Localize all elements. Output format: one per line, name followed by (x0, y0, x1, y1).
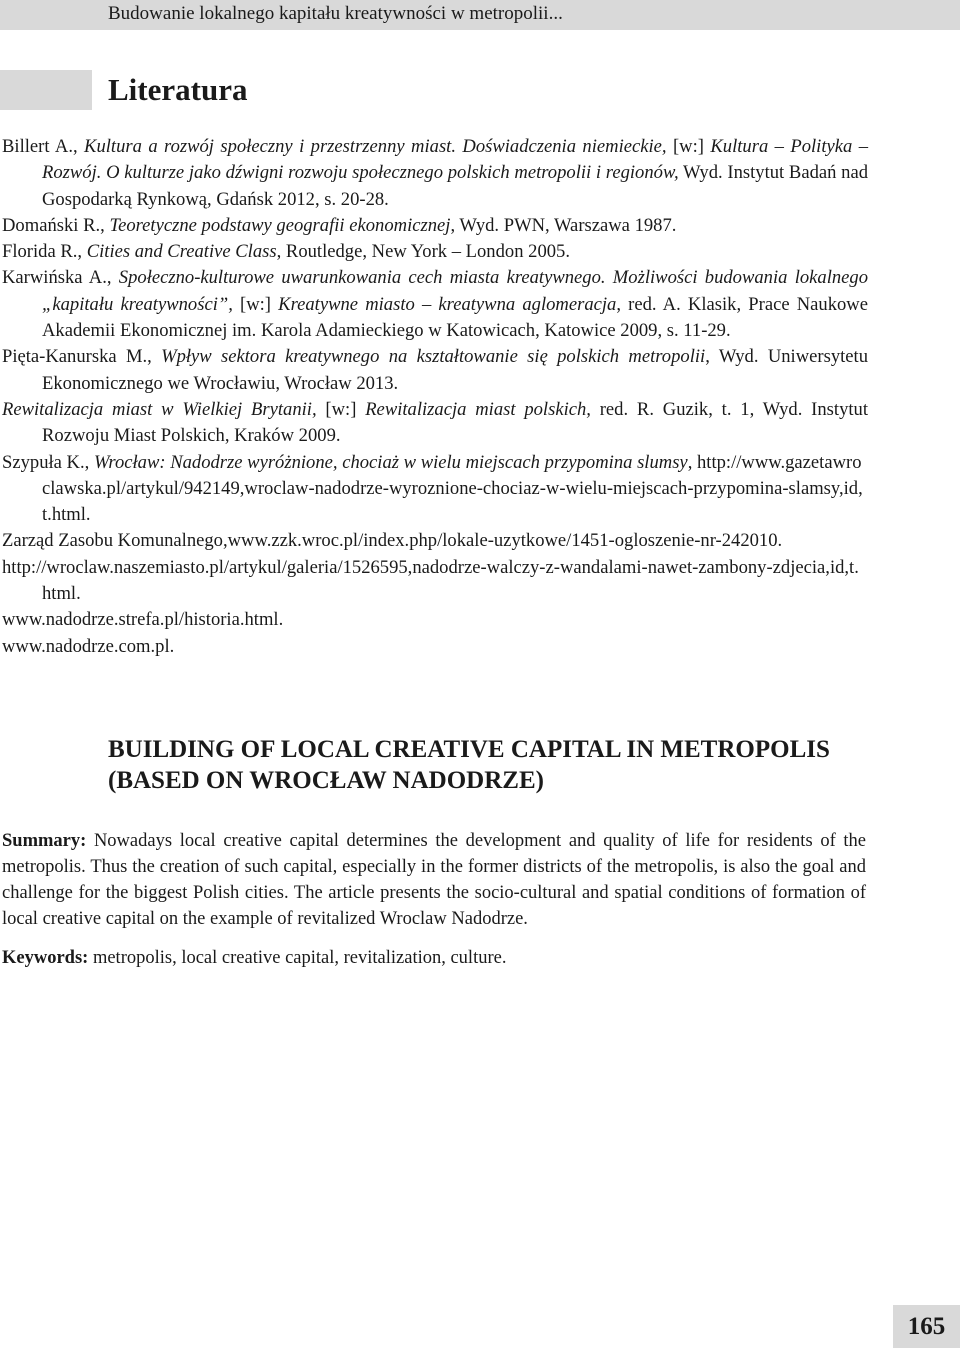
running-header (0, 0, 960, 30)
reference-container: Kultura – Polityka – Rozwój. O kulturze jako dźwigni rozwoju społecznego polskich metropolii i regionów, (42, 136, 869, 184)
reference-list (2, 134, 868, 660)
reference-item (2, 555, 868, 608)
reference-item: Billert A., Kultura a rozwój społeczny i przestrzenny miast. Doświadczenia niemieckie, [w:] Kultura – Polityka – Rozwój. O kulturze jako dźwigni rozwoju społecznego polskich metropolii i regionów, Wyd. Instytut Badań nad Gospodarką Rynkową, Gdańsk 2012, s. 20-28. (2, 136, 869, 210)
english-title-line: (BASED ON WROCŁAW NADODRZE) (108, 767, 544, 794)
summary-text: Nowadays local creative capital determines the development and quality of life for residents of the metropolis. Thus the creation of such capital, especially in the former districts of the metropolis, is also the goal and challenge for the biggest Polish cities. The article presents the socio-cultural and spatial conditions of formation of local creative capital on the example of revitalized Wroclaw Nadodrze. (2, 831, 866, 929)
reference-item: Karwińska A., Społeczno-kulturowe uwarunkowania cech miasta kreatywnego. Możliwości budowania lokalnego „kapitału kreatywności”, [w:] Kreatywne miasto – kreatywna aglomeracja, red. A. Klasik, Prace Naukowe Akademii Ekonomicznej im. Karola Adamieckiego w Katowicach, Katowice 2009, s. 11-29. (2, 267, 869, 342)
reference-title: Teoretyczne podstawy geografii ekonomicznej (109, 214, 451, 236)
reference-publisher: , Wyd. Uniwersytetu Ekonomicznego we Wrocławiu, Wrocław 2013. (42, 346, 869, 394)
reference-publisher: www.nadodrze.com.pl. (2, 635, 175, 657)
keywords-text: metropolis, local creative capital, revitalization, culture. (88, 948, 507, 968)
reference-item (2, 634, 868, 660)
reference-item: Szypuła K., Wrocław: Nadodrze wyróżnione, chociaż w wielu miejscach przypomina slumsy, http://www.gazetawroclawska.pl/artykul/942149,wroclaw-nadodrze-wyroznione-chociaz-w-wielu-miejscach-przypomina-slamsy,id,t.html. (2, 451, 863, 526)
reference-title: Rewitalizacja miast w Wielkiej Brytanii, (2, 398, 317, 420)
reference-author: Szypuła K. (2, 451, 85, 473)
reference-item: Domański R., Teoretyczne podstawy geografii ekonomicznej, Wyd. PWN, Warszawa 1987. (2, 214, 677, 236)
summary-label: Summary: (2, 831, 87, 851)
reference-publisher: , Routledge, New York – London 2005. (276, 241, 570, 263)
reference-item (2, 528, 868, 554)
summary-paragraph (2, 828, 866, 932)
reference-author: Billert A. (2, 136, 73, 157)
reference-author: Pięta-Kanurska M. (2, 346, 148, 368)
reference-container: Rewitalizacja miast polskich, (365, 398, 591, 420)
page-number: 165 (893, 1305, 960, 1348)
reference-item: Pięta-Kanurska M., Wpływ sektora kreatywnego na kształtowanie się polskich metropolii, Wyd. Uniwersytetu Ekonomicznego we Wrocławiu, Wrocław 2013. (2, 346, 869, 394)
reference-publisher: www.nadodrze.strefa.pl/historia.html. (2, 609, 284, 631)
reference-author: Domański R. (2, 214, 101, 236)
reference-title: Wrocław: Nadodrze wyróżnione, chociaż w wielu miejscach przypomina slumsy (93, 451, 688, 473)
reference-author: Florida R. (2, 241, 78, 263)
reference-title: Kultura a rozwój społeczny i przestrzenny miast. Doświadczenia niemieckie, (84, 136, 667, 157)
reference-publisher: Wyd. Instytut Badań nad Gospodarką Rynkową, Gdańsk 2012, s. 20-28. (42, 162, 868, 210)
reference-publisher: , red. A. Klasik, Prace Naukowe Akademii Ekonomicznej im. Karola Adamieckiego w Katowicach, Katowice 2009, s. 11-29. (42, 293, 868, 342)
reference-container: Kreatywne miasto – kreatywna aglomeracja (278, 293, 617, 315)
reference-item: Rewitalizacja miast w Wielkiej Brytanii, [w:] Rewitalizacja miast polskich, red. R. Guzik, t. 1, Wyd. Instytut Rozwoju Miast Polskich, Kraków 2009. (2, 398, 868, 447)
reference-item: Florida R., Cities and Creative Class, Routledge, New York – London 2005. (2, 241, 570, 263)
reference-title: Cities and Creative Class (86, 241, 277, 263)
reference-publisher: red. R. Guzik, t. 1, Wyd. Instytut Rozwoju Miast Polskich, Kraków 2009. (42, 398, 868, 447)
reference-publisher: http://wroclaw.naszemiasto.pl/artykul/galeria/1526595,nadodrze-walczy-z-wandalami-nawet-zambony-zdjecia,id,t.html. (2, 556, 859, 605)
reference-item (2, 607, 868, 633)
reference-author: Karwińska A. (2, 267, 107, 289)
reference-title: Społeczno-kulturowe uwarunkowania cech miasta kreatywnego. Możliwości budowania lokalnego „kapitału kreatywności”, (42, 267, 869, 315)
english-title (108, 734, 868, 796)
section-marker-bar (0, 70, 92, 110)
reference-publisher: , http://www.gazetawroclawska.pl/artykul/942149,wroclaw-nadodrze-wyroznione-chociaz-w-wielu-miejscach-przypomina-slamsy,id,t.html. (42, 451, 863, 526)
reference-publisher: , Wyd. PWN, Warszawa 1987. (450, 214, 677, 236)
english-title-line: BUILDING OF LOCAL CREATIVE CAPITAL IN METROPOLIS (108, 736, 830, 763)
keywords-label: Keywords: (2, 948, 89, 968)
section-title: Literatura (108, 72, 248, 107)
keywords-paragraph (2, 945, 866, 971)
running-title: Budowanie lokalnego kapitału kreatywności w metropolii... (108, 3, 563, 24)
reference-title: Wpływ sektora kreatywnego na kształtowanie się polskich metropolii (161, 346, 706, 368)
reference-publisher: Zarząd Zasobu Komunalnego,www.zzk.wroc.pl/index.php/lokale-uzytkowe/1451-ogloszenie-nr-242010. (2, 530, 783, 552)
